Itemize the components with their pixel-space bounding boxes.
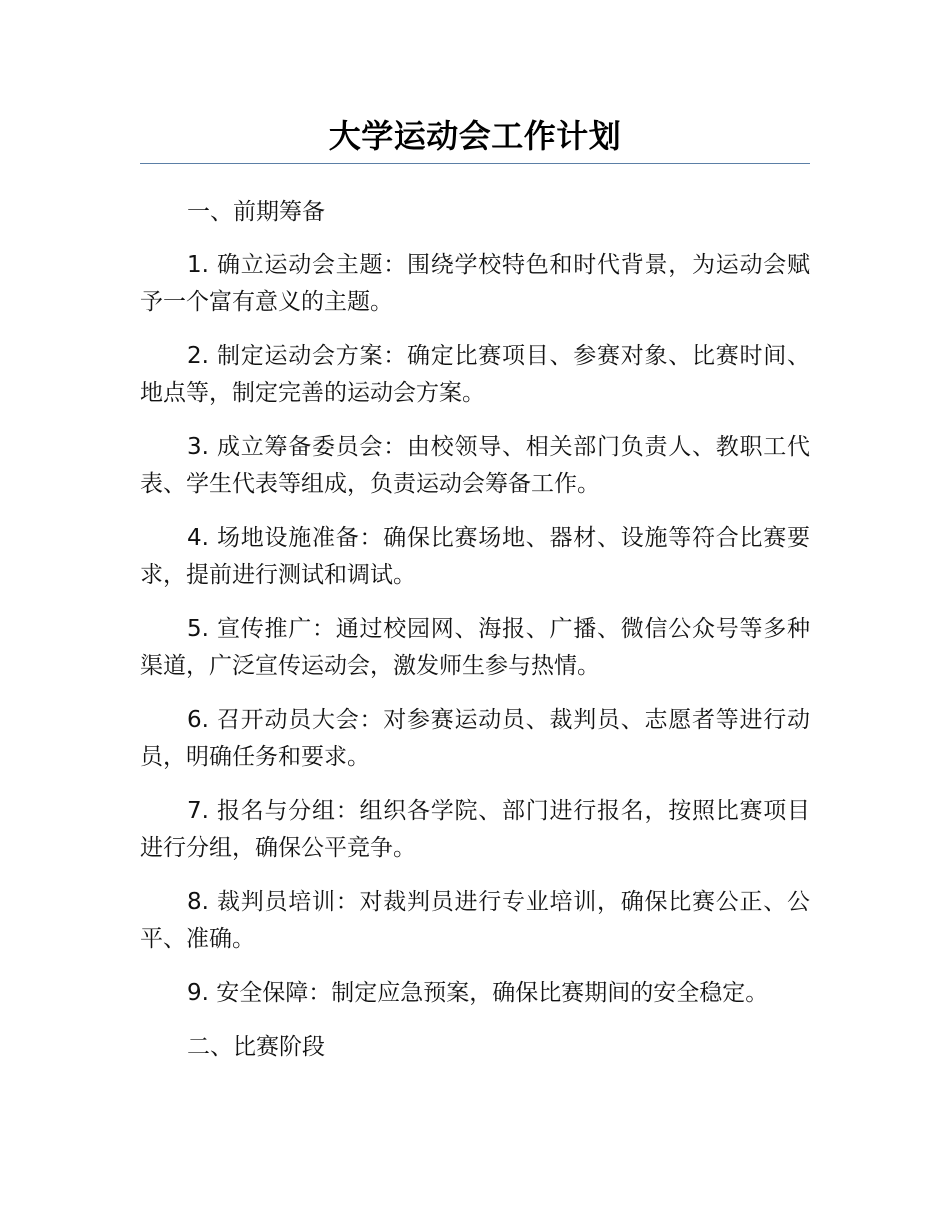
document-body [140, 194, 810, 1082]
section-heading-preparation: 一、前期筹备 [187, 199, 325, 225]
title-underline [140, 163, 810, 164]
paragraph-item-4: 4. 场地设施准备：确保比赛场地、器材、设施等符合比赛要求，提前进行测试和调试。 [140, 525, 810, 588]
paragraph-item-6: 6. 召开动员大会：对参赛运动员、裁判员、志愿者等进行动员，明确任务和要求。 [140, 707, 810, 770]
paragraph-item-1: 1. 确立运动会主题：围绕学校特色和时代背景，为运动会赋予一个富有意义的主题。 [140, 252, 810, 315]
paragraph-item-2: 2. 制定运动会方案：确定比赛项目、参赛对象、比赛时间、地点等，制定完善的运动会方案。 [140, 343, 810, 406]
paragraph-item-9: 9. 安全保障：制定应急预案，确保比赛期间的安全稳定。 [187, 980, 769, 1006]
document-title: 大学运动会工作计划 [328, 117, 622, 155]
section-heading-competition: 二、比赛阶段 [187, 1034, 325, 1060]
paragraph-item-7: 7. 报名与分组：组织各学院、部门进行报名，按照比赛项目进行分组，确保公平竞争。 [140, 798, 810, 861]
paragraph-item-8: 8. 裁判员培训：对裁判员进行专业培训，确保比赛公正、公平、准确。 [140, 889, 810, 952]
paragraph-item-3: 3. 成立筹备委员会：由校领导、相关部门负责人、教职工代表、学生代表等组成，负责运动会筹备工作。 [140, 434, 810, 497]
paragraph-item-5: 5. 宣传推广：通过校园网、海报、广播、微信公众号等多种渠道，广泛宣传运动会，激发师生参与热情。 [140, 616, 810, 679]
